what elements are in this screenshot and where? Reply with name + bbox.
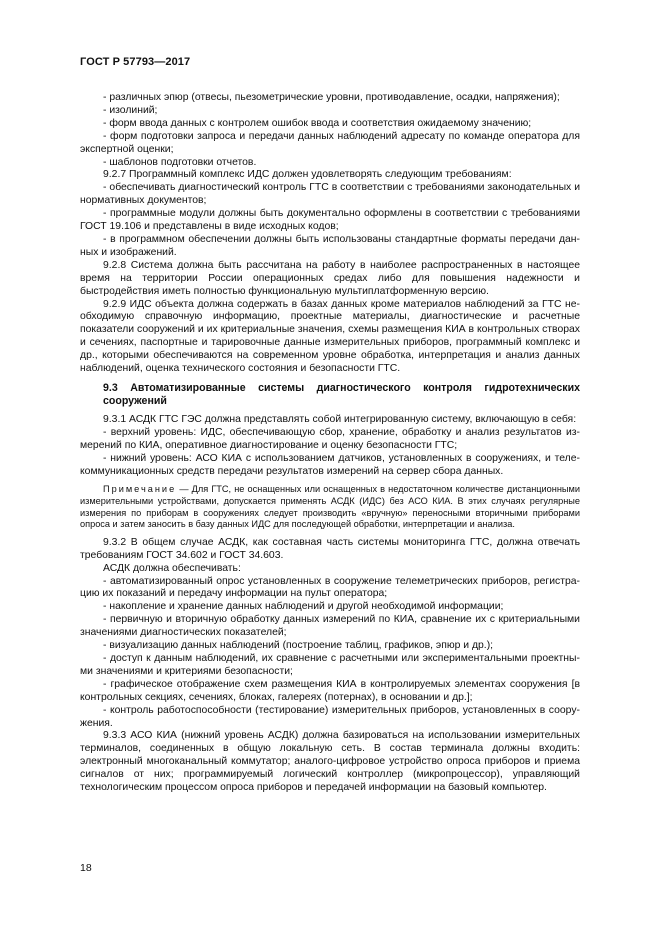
list-item: - изолиний; bbox=[103, 104, 158, 116]
list-item: - верхний уровень: ИДС, обеспечивающую сбор, хранение, обработку и анализ результатов измерений по КИА, оперативное диагностирование и оценку безопасности ГТС; bbox=[80, 426, 580, 451]
document-header: ГОСТ Р 57793—2017 bbox=[80, 56, 191, 68]
note-label: Примечание bbox=[103, 484, 177, 495]
section-heading-9-3: 9.3 Автоматизированные системы диагностического контроля гидротехнических сооружений bbox=[103, 381, 580, 407]
list-item: - обеспечивать диагностический контроль ГТС в соответствии с требованиями законодательных и нормативных документов; bbox=[80, 182, 580, 207]
list-item: - визуализацию данных наблюдений (построение таблиц, графиков, эпюр и др.); bbox=[103, 640, 494, 652]
document-body bbox=[80, 92, 580, 795]
paragraph-9-3-3: 9.3.3 АСО КИА (нижний уровень АСДК) должна базироваться на использовании измерительных терминалов, соединенных в общую локальную сеть. В состав терминала должны входить: электронный многоканальный коммутатор; аналого-цифровое устройство опроса приборов и приема сигналов от них; программируемый логический контроллер (микропроцессор), управляющий технологическим процессом опроса приборов и передачей информации на базовый компьютер. bbox=[80, 730, 580, 794]
list-item: - форм ввода данных с контролем ошибок ввода и соответствия ожидаемому значению; bbox=[103, 117, 532, 129]
list-item: - первичную и вторичную обработку данных измерений по КИА, сравнение их с критериальными значениями диагностических показателей; bbox=[80, 614, 580, 639]
list-item: - контроль работоспособности (тестирование) измерительных приборов, установленных в сооружения. bbox=[80, 704, 580, 729]
paragraph-9-2-8: 9.2.8 Система должна быть рассчитана на работу в наиболее распространенных в настоящее время на территории России операционных средах либо для повышения надежности и быстродействия иметь полностью функциональную мультиплатформенную версию. bbox=[80, 259, 580, 297]
note-text: — Для ГТС, не оснащенных или оснащенных в недостаточном количестве дистанционными измерительными устройствами, допускается применять АСДК (ИДС) без АСО КИА. В этих случаях регулярные измерения по приборам в сооружениях следует производить «вручную» переносными вторичными приборами опроса и затем заносить в базу данных ИДС для последующей обработки, интерпретации и анализа. bbox=[80, 484, 580, 530]
paragraph-9-3-1: 9.3.1 АСДК ГТС ГЭС должна представлять собой интегрированную систему, включающую в себя: bbox=[103, 413, 577, 425]
paragraph-9-2-9: 9.2.9 ИДС объекта должна содержать в базах данных кроме материалов наблюдений за ГТС необходимую справочную информацию, проектные материалы, диагностические и расчетные показатели сооружений и их критериальные значения, схемы размещения КИА в контрольных створах и сечениях, паспортные и тарировочные данные измерительных приборов, программный комплекс и др., которыми обеспечиваются на современном уровне обработка, интерпретация и анализ данных наблюдений, оценка технического состояния и безопасности ГТС. bbox=[80, 298, 580, 375]
list-item: - шаблонов подготовки отчетов. bbox=[103, 156, 257, 168]
list-item: - в программном обеспечении должны быть использованы стандартные форматы передачи данных и изображений. bbox=[80, 233, 580, 258]
paragraph-9-2-7: 9.2.7 Программный комплекс ИДС должен удовлетворять следующим требованиям: bbox=[103, 169, 512, 181]
note bbox=[80, 484, 580, 530]
list-item: - накопление и хранение данных наблюдений и другой необходимой информации; bbox=[103, 601, 504, 613]
list-item: - нижний уровень: АСО КИА с использованием датчиков, установленных в сооружениях, и телекоммуникационных средств передачи результатов измерений на сервер сбора данных. bbox=[80, 452, 580, 477]
list-item: - графическое отображение схем размещения КИА в контролируемых элементах сооружения [в контрольных секциях, сечениях, блоках, галереях (потернах), в основании и др.]; bbox=[80, 678, 580, 703]
paragraph-9-3-2: 9.3.2 В общем случае АСДК, как составная часть системы мониторинга ГТС, должна отвечать требованиям ГОСТ 34.602 и ГОСТ 34.603. bbox=[80, 536, 580, 561]
list-item: - доступ к данным наблюдений, их сравнение с расчетными или экспериментальными проектными значениями и критериями безопасности; bbox=[80, 653, 580, 677]
list-item: - различных эпюр (отвесы, пьезометрические уровни, противодавление, осадки, напряжения); bbox=[103, 92, 560, 103]
list-item: - автоматизированный опрос установленных в сооружение телеметрических приборов, регистрацию их показаний и передачу информации на пульт оператора; bbox=[80, 575, 580, 600]
list-item: - программные модули должны быть документально оформлены в соответствии с требованиями ГОСТ 19.106 и представлены в виде исходных кодов; bbox=[80, 208, 580, 233]
list-item: - форм подготовки запроса и передачи данных наблюдений адресату по команде оператора для экспертной оценки; bbox=[80, 130, 580, 155]
paragraph-asdk: АСДК должна обеспечивать: bbox=[103, 562, 241, 574]
page-number: 18 bbox=[80, 862, 92, 874]
